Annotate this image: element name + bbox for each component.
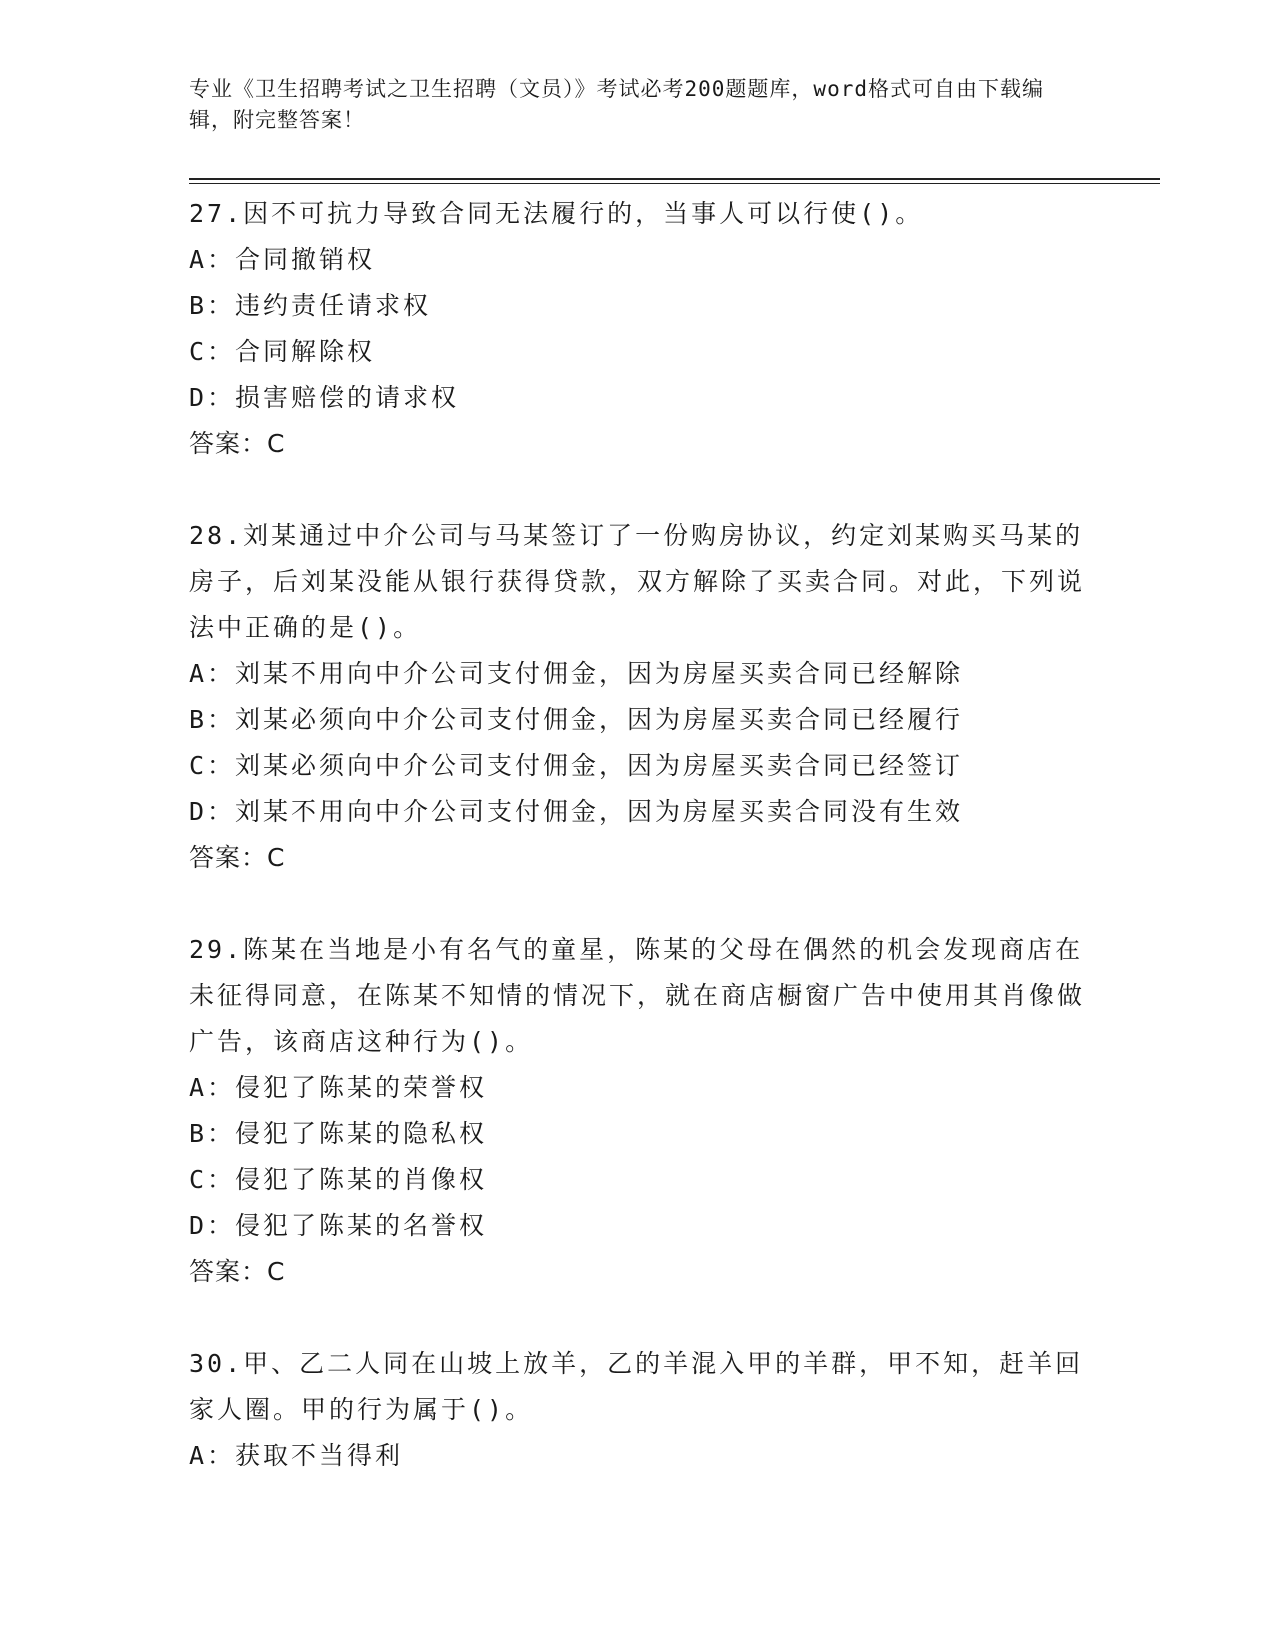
- question-text: 27.因不可抗力导致合同无法履行的，当事人可以行使()。: [189, 199, 924, 228]
- option-d: D：刘某不用向中介公司支付佣金，因为房屋买卖合同没有生效: [189, 797, 964, 826]
- answer: 答案：C: [189, 429, 286, 458]
- option-b: B：刘某必须向中介公司支付佣金，因为房屋买卖合同已经履行: [189, 705, 964, 734]
- option-d: D：损害赔偿的请求权: [189, 383, 460, 412]
- question-29: [189, 927, 1089, 1295]
- question-27: [189, 191, 1089, 467]
- option-b: B：违约责任请求权: [189, 291, 432, 320]
- page-header: 专业《卫生招聘考试之卫生招聘（文员）》考试必考200题题库，word格式可自由下载编辑，附完整答案！: [189, 77, 1044, 132]
- option-a: A：获取不当得利: [189, 1441, 404, 1470]
- option-c: C：刘某必须向中介公司支付佣金，因为房屋买卖合同已经签订: [189, 751, 964, 780]
- option-a: A：侵犯了陈某的荣誉权: [189, 1073, 488, 1102]
- question-text: 28.刘某通过中介公司与马某签订了一份购房协议，约定刘某购买马某的房子，后刘某没能从银行获得贷款，双方解除了买卖合同。对此，下列说法中正确的是()。: [189, 521, 1086, 642]
- question-28: [189, 513, 1089, 881]
- option-b: B：侵犯了陈某的隐私权: [189, 1119, 488, 1148]
- option-a: A：刘某不用向中介公司支付佣金，因为房屋买卖合同已经解除: [189, 659, 964, 688]
- answer: 答案：C: [189, 843, 286, 872]
- header-divider-thin: [189, 183, 1160, 184]
- option-c: C：合同解除权: [189, 337, 376, 366]
- question-text: 29.陈某在当地是小有名气的童星，陈某的父母在偶然的机会发现商店在未征得同意，在陈某不知情的情况下，就在商店橱窗广告中使用其肖像做广告，该商店这种行为()。: [189, 935, 1086, 1056]
- header-divider: [189, 178, 1160, 180]
- option-a: A：合同撤销权: [189, 245, 376, 274]
- question-list: [189, 191, 1089, 1525]
- option-c: C：侵犯了陈某的肖像权: [189, 1165, 488, 1194]
- question-text: 30.甲、乙二人同在山坡上放羊，乙的羊混入甲的羊群，甲不知，赶羊回家人圈。甲的行为属于()。: [189, 1349, 1084, 1424]
- answer: 答案：C: [189, 1257, 286, 1286]
- option-d: D：侵犯了陈某的名誉权: [189, 1211, 488, 1240]
- question-30: [189, 1341, 1089, 1479]
